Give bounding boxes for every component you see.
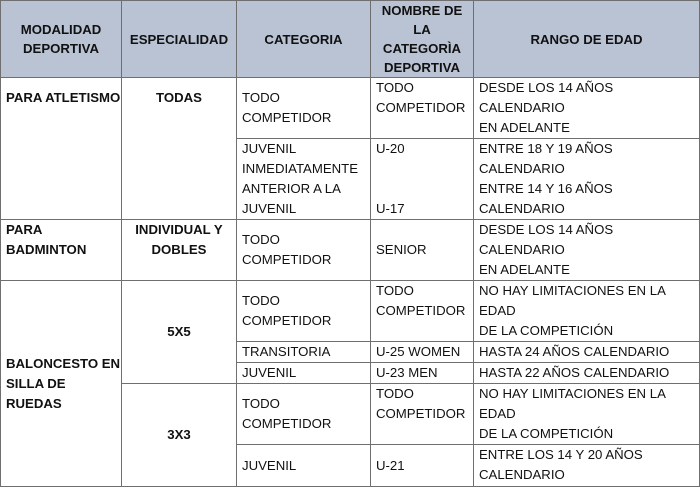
nombre-cell: U-25 WOMEN bbox=[371, 342, 474, 363]
table-row bbox=[1, 78, 700, 139]
rango-cell: HASTA 22 AÑOS CALENDARIO bbox=[474, 363, 700, 384]
especialidad-individual-dobles: INDIVIDUAL Y DOBLES bbox=[122, 220, 237, 281]
nombre-cell: U-20 U-17 bbox=[371, 139, 474, 220]
modalidad-para-atletismo: PARA ATLETISMO bbox=[1, 78, 122, 220]
rango-cell: NO HAY LIMITACIONES EN LA EDAD DE LA COMPETICIÓN bbox=[474, 281, 700, 342]
rango-cell: ENTRE LOS 14 Y 20 AÑOS CALENDARIO bbox=[474, 445, 700, 487]
categoria-cell: TODO COMPETIDOR bbox=[237, 384, 371, 445]
nombre-cell: TODO COMPETIDOR bbox=[371, 281, 474, 342]
categoria-cell: JUVENIL bbox=[237, 445, 371, 487]
especialidad-3x3: 3X3 bbox=[122, 384, 237, 487]
header-modalidad: MODALIDAD DEPORTIVA bbox=[1, 1, 122, 78]
nombre-cell: SENIOR bbox=[371, 220, 474, 281]
header-categoria: CATEGORIA bbox=[237, 1, 371, 78]
categoria-cell: TRANSITORIA bbox=[237, 342, 371, 363]
nombre-cell: U-21 bbox=[371, 445, 474, 487]
header-especialidad: ESPECIALIDAD bbox=[122, 1, 237, 78]
categoria-cell: TODO COMPETIDOR bbox=[237, 78, 371, 139]
categoria-cell: JUVENIL bbox=[237, 363, 371, 384]
categoria-cell: JUVENIL INMEDIATAMENTE ANTERIOR A LA JUVENIL bbox=[237, 139, 371, 220]
rango-cell: NO HAY LIMITACIONES EN LA EDAD DE LA COMPETICIÓN bbox=[474, 384, 700, 445]
nombre-cell: TODO COMPETIDOR bbox=[371, 78, 474, 139]
table-row bbox=[1, 220, 700, 281]
especialidad-5x5: 5X5 bbox=[122, 281, 237, 384]
modalidad-baloncesto: BALONCESTO EN SILLA DE RUEDAS bbox=[1, 281, 122, 487]
nombre-cell: TODO COMPETIDOR bbox=[371, 384, 474, 445]
header-row bbox=[1, 1, 700, 78]
categoria-cell: TODO COMPETIDOR bbox=[237, 281, 371, 342]
especialidad-todas: TODAS bbox=[122, 78, 237, 220]
table-row bbox=[1, 281, 700, 342]
nombre-cell: U-23 MEN bbox=[371, 363, 474, 384]
header-nombre-categoria: NOMBRE DE LA CATEGORÌA DEPORTIVA bbox=[371, 1, 474, 78]
rango-cell: HASTA 24 AÑOS CALENDARIO bbox=[474, 342, 700, 363]
rango-cell: DESDE LOS 14 AÑOS CALENDARIO EN ADELANTE bbox=[474, 78, 700, 139]
rango-cell: DESDE LOS 14 AÑOS CALENDARIO EN ADELANTE bbox=[474, 220, 700, 281]
rango-cell: ENTRE 18 Y 19 AÑOS CALENDARIO ENTRE 14 Y 16 AÑOS CALENDARIO bbox=[474, 139, 700, 220]
categoria-cell: TODO COMPETIDOR bbox=[237, 220, 371, 281]
header-rango-edad: RANGO DE EDAD bbox=[474, 1, 700, 78]
modalidad-para-badminton: PARA BADMINTON bbox=[1, 220, 122, 281]
